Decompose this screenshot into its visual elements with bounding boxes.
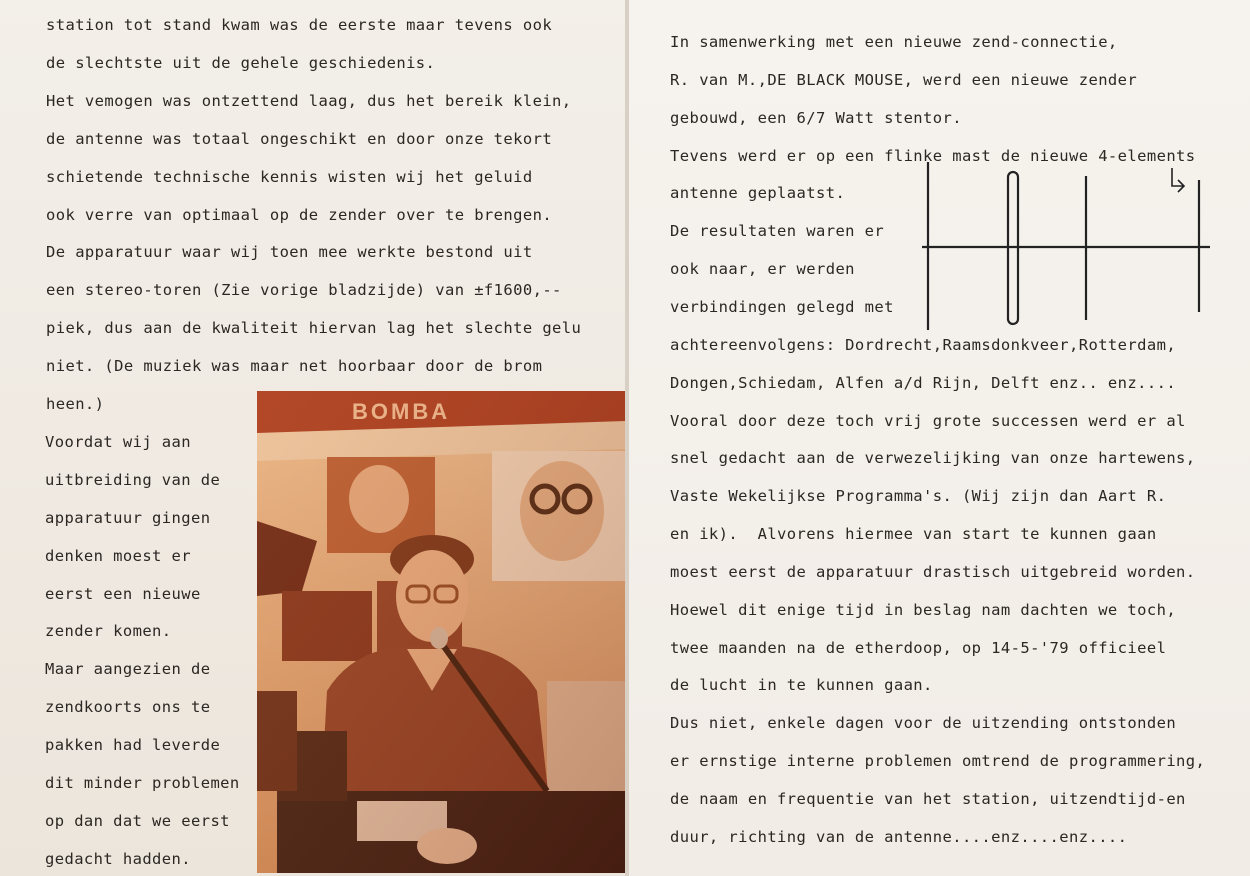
photo-dj-at-microphone	[257, 391, 625, 873]
right-page-line: Tevens werd er op een flinke mast de nieuwe 4-elements	[670, 146, 1196, 165]
left-page-line: op dan dat we eerst	[45, 811, 230, 830]
left-page-line: zender komen.	[45, 622, 172, 641]
right-page-line: twee maanden na de etherdoop, op 14-5-'79 officieel	[670, 638, 1167, 657]
left-page-line: een stereo-toren (Zie vorige bladzijde) van ±f1600,--	[46, 281, 562, 300]
right-page-line: de naam en frequentie van het station, uitzendtijd-en	[670, 790, 1186, 808]
antenna-diagram	[920, 160, 1210, 330]
right-page-line: de lucht in te kunnen gaan.	[670, 676, 933, 695]
right-page-line: De resultaten waren er	[670, 222, 885, 241]
left-page-line: denken moest er	[45, 546, 191, 565]
left-page-line: apparatuur gingen	[45, 508, 211, 527]
right-page-line: er ernstige interne problemen omtrend de programmering,	[670, 752, 1206, 771]
left-page-line: zendkoorts ons te	[45, 698, 211, 717]
right-page-line: snel gedacht aan de verwezelijking van onze hartewens,	[670, 449, 1196, 468]
right-page-line: ook naar, er werden	[670, 260, 855, 279]
right-page-line: Vaste Wekelijkse Programma's. (Wij zijn dan Aart R.	[670, 487, 1167, 506]
left-page-line: de antenne was totaal ongeschikt en door onze tekort	[46, 129, 553, 148]
right-page-line: en ik). Alvorens hiermee van start te kunnen gaan	[670, 525, 1157, 544]
right-page-line: duur, richting van de antenne....enz....enz....	[670, 827, 1128, 846]
left-page-line: piek, dus aan de kwaliteit hiervan lag het slechte gelu	[46, 319, 582, 338]
right-page-line: In samenwerking met een nieuwe zend-connectie,	[670, 33, 1118, 51]
right-page-line: Vooral door deze toch vrij grote successen werd er al	[670, 411, 1186, 430]
left-page-line: eerst een nieuwe	[45, 584, 201, 603]
right-page-line: gebouwd, een 6/7 Watt stentor.	[670, 108, 962, 127]
arrow-icon	[1172, 168, 1184, 192]
left-page-line: heen.)	[46, 395, 105, 413]
left-page-line: niet. (De muziek was maar net hoorbaar door de brom	[46, 357, 543, 376]
right-page-line: Hoewel dit enige tijd in beslag nam dachten we toch,	[670, 600, 1177, 619]
right-page-line: achtereenvolgens: Dordrecht,Raamsdonkveer,Rotterdam,	[670, 335, 1177, 354]
left-page-line: schietende technische kennis wisten wij het geluid	[46, 167, 533, 186]
left-page-line: Maar aangezien de	[45, 660, 211, 679]
right-page-line: Dongen,Schiedam, Alfen a/d Rijn, Delft enz.. enz....	[670, 373, 1177, 392]
right-page-line: Dus niet, enkele dagen voor de uitzending ontstonden	[670, 714, 1177, 733]
left-page-line: ook verre van optimaal op de zender over te brengen.	[46, 205, 553, 224]
left-page-line: Het vemogen was ontzettend laag, dus het bereik klein,	[46, 91, 572, 110]
left-page-line: pakken had leverde	[45, 736, 221, 755]
right-page-line: R. van M.,DE BLACK MOUSE, werd een nieuwe zender	[670, 70, 1138, 89]
photo-image	[257, 391, 625, 873]
left-page-line: uitbreiding van de	[45, 470, 221, 489]
right-page-line: antenne geplaatst.	[670, 184, 846, 203]
left-page-line: Voordat wij aan	[45, 432, 191, 451]
left-page-line: de slechtste uit de gehele geschiedenis.	[46, 53, 436, 72]
right-page	[629, 0, 1250, 876]
left-page-line: De apparatuur waar wij toen mee werkte bestond uit	[46, 243, 533, 262]
left-page-line: station tot stand kwam was de eerste maar tevens ook	[46, 16, 553, 34]
left-page-line: gedacht hadden.	[45, 849, 191, 868]
left-page-line: dit minder problemen	[45, 774, 240, 792]
right-page-line: verbindingen gelegd met	[670, 297, 894, 316]
right-page-line: moest eerst de apparatuur drastisch uitgebreid worden.	[670, 562, 1196, 581]
